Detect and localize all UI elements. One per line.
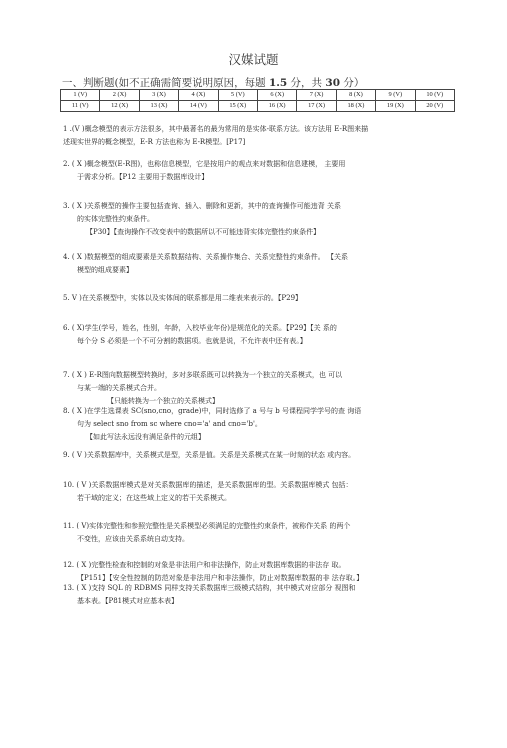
answer-cell: 6 (X) — [257, 90, 296, 101]
question-12-line: 【P151】【安全性控制的防范对象是非法用户和非法操作，防止对数据库数据的非 法存取。】 — [77, 574, 364, 582]
question-4-line: 4. ( X )数据模型的组成要素是关系数据结构、关系操作集合、关系完整性约束条件。 【关系 — [63, 253, 349, 261]
answer-cell: 11 (V) — [61, 101, 100, 112]
section-middle: 分，共 — [287, 77, 326, 89]
answer-cell: 13 (X) — [139, 101, 178, 112]
page-title: 汉媒试题 — [228, 52, 279, 67]
answer-cell: 19 (X) — [376, 101, 415, 112]
answer-cell: 15 (X) — [218, 101, 257, 112]
answer-cell: 3 (X) — [139, 90, 178, 101]
answer-cell: 1 (V) — [61, 90, 100, 101]
question-10-line: 10. ( V )关系数据库模式是对关系数据库的描述，是关系数据库的型。关系数据库模式 包括： — [63, 481, 353, 489]
answer-cell: 18 (X) — [336, 101, 375, 112]
answer-cell: 10 (V) — [415, 90, 454, 101]
answer-cell: 9 (V) — [376, 90, 415, 101]
question-7-line: 与某一端的关系模式合并。 — [77, 384, 161, 392]
question-2-line: 于需求分析。【P12 主要用于数据库设计】 — [77, 173, 209, 181]
question-8-line: 8. ( X )在学生选课表 SC(sno,cno，grade)中，同时选修了 a 号与 b 号课程同学学号的查 询语 — [63, 407, 362, 415]
answer-table — [60, 89, 455, 112]
question-6-line: 6. ( X)学生(学号，姓名，性别，年龄，入校毕业年份)是规范化的关系。【P29】【关 系的 — [63, 324, 337, 332]
question-6-line: 每个分 S 必须是一个不可分割的数据项。也就是说，不允许表中还有表。】 — [77, 337, 307, 345]
section-suffix: 分） — [340, 77, 365, 89]
question-8-line: 【如此写法永远没有满足条件的元组】 — [86, 433, 205, 441]
question-7-line: 7. ( X ) E-R图向数据模型转换时，多对多联系既可以转换为一个独立的关系模式，也 可以 — [63, 371, 343, 379]
question-7-line: 【只能转换为一个独立的关系模式】 — [107, 397, 219, 405]
question-10-line: 若干域的定义；在这些域上定义的若干关系模式。 — [77, 494, 231, 502]
section-prefix: 一、判断题(如不正确需简要说明原因，每题 — [62, 77, 269, 89]
answer-cell: 12 (X) — [100, 101, 139, 112]
answer-cell: 20 (V) — [415, 101, 454, 112]
answer-cell: 2 (X) — [100, 90, 139, 101]
answer-cell: 8 (X) — [336, 90, 375, 101]
answer-row — [61, 90, 455, 101]
question-3-line: 的实体完整性约束条件。 — [77, 215, 154, 223]
question-3-line: 3. ( X )关系模型的操作主要包括查询、插入、删除和更新，其中的查询操作可能违背 关系 — [63, 202, 342, 210]
answer-cell: 17 (X) — [297, 101, 336, 112]
section-heading — [62, 75, 364, 90]
question-11-line: 不变性，应该由关系系统自动支持。 — [77, 535, 189, 543]
answer-cell: 4 (X) — [179, 90, 218, 101]
points-per-question: 1.5 — [268, 77, 288, 89]
question-11-line: 11. ( V)实体完整性和参照完整性是关系模型必须满足的完整性约束条件，被称作关系 的两个 — [63, 522, 351, 530]
question-9-line: 9. ( V )关系数据库中，关系模式是型，关系是值。关系是关系模式在某一时刻的状态 或内容。 — [63, 451, 356, 459]
answer-row — [61, 101, 455, 112]
total-points: 30 — [325, 77, 341, 89]
question-12-line: 12. ( X )完整性检查和控制的对象是非法用户和非法操作，防止对数据库数据的非法存 取。 — [63, 561, 346, 569]
question-13-line: 基本表。【P81模式对应基本表】 — [77, 597, 179, 605]
question-1-line: 1 .(V )概念模型的表示方法很多，其中最著名的最为常用的是实体-联系方法。该方法用 E-R图来描 — [63, 125, 369, 133]
answer-cell: 16 (X) — [257, 101, 296, 112]
answer-cell: 7 (X) — [297, 90, 336, 101]
answer-cell: 14 (V) — [179, 101, 218, 112]
question-3-line: 【P30】【查询操作不改变表中的数据所以不可能违背实体完整性约束条件】 — [86, 228, 321, 236]
question-13-line: 13. ( X )支持 SQL 的 RDBMS 同样支持关系数据库三级模式结构，其中模式对应部分 视图和 — [63, 584, 356, 592]
question-2-line: 2. ( X )概念模型(E-R图)，也称信息模型，它是按用户的观点来对数据和信息建模， 主要用 — [63, 160, 346, 168]
question-8-line: 句为 select sno from sc where cno='a' and cno='b'。 — [77, 420, 262, 428]
question-5-line: 5. V )在关系模型中，实体以及实体间的联系都是用二维表来表示的。【P29】 — [63, 294, 303, 302]
question-4-line: 模型的组成要素】 — [77, 266, 133, 274]
answer-cell: 5 (V) — [218, 90, 257, 101]
question-1-line: 述现实世界的概念模型，E-R 方法也称为 E-R模型。[P17] — [63, 138, 246, 146]
